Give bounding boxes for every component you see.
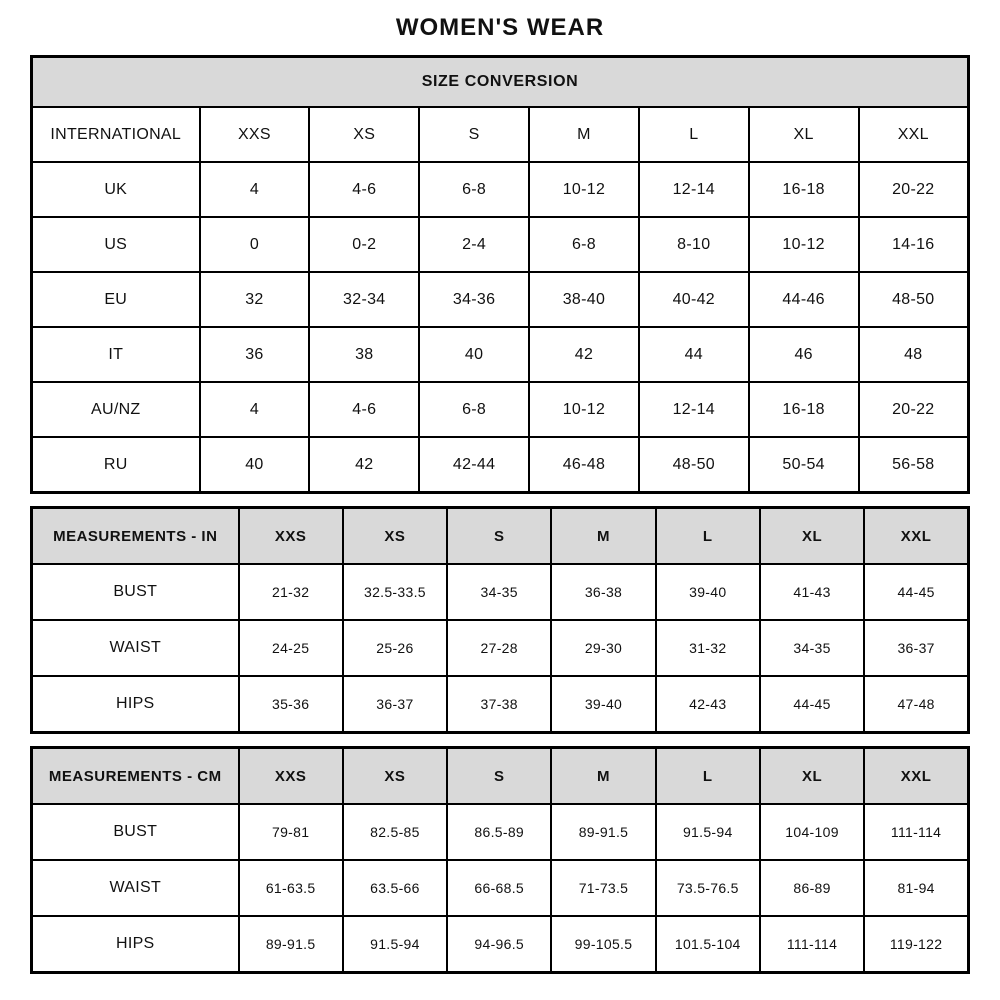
in-size-m: M	[551, 508, 655, 565]
cell-it-xl: 46	[749, 327, 859, 382]
size-conversion-header: SIZE CONVERSION	[32, 57, 969, 108]
cell-ru-xxl: 56-58	[859, 437, 969, 493]
cell-hips-cm-s: 94-96.5	[447, 916, 551, 973]
cm-size-xxl: XXL	[864, 748, 968, 805]
cell-aunz-m: 10-12	[529, 382, 639, 437]
cell-bust-in-l: 39-40	[656, 564, 760, 620]
cell-waist-cm-xs: 63.5-66	[343, 860, 447, 916]
table-row-ru	[32, 437, 969, 493]
table-row-hips-cm	[32, 916, 969, 973]
in-size-xl: XL	[760, 508, 864, 565]
cell-bust-in-xl: 41-43	[760, 564, 864, 620]
cell-bust-cm-xs: 82.5-85	[343, 804, 447, 860]
column-header-m: M	[529, 107, 639, 162]
cell-bust-in-s: 34-35	[447, 564, 551, 620]
cell-waist-in-xxs: 24-25	[239, 620, 343, 676]
in-size-xxl: XXL	[864, 508, 968, 565]
cell-it-m: 42	[529, 327, 639, 382]
cell-waist-cm-xxl: 81-94	[864, 860, 968, 916]
row-label-it: IT	[32, 327, 200, 382]
cell-us-xxs: 0	[200, 217, 310, 272]
cell-ru-s: 42-44	[419, 437, 529, 493]
table-row-hips-in	[32, 676, 969, 733]
cm-size-m: M	[551, 748, 655, 805]
cell-eu-xs: 32-34	[309, 272, 419, 327]
row-label-waist-cm: WAIST	[32, 860, 239, 916]
cell-us-l: 8-10	[639, 217, 749, 272]
cell-hips-in-m: 39-40	[551, 676, 655, 733]
page-title: WOMEN'S WEAR	[395, 14, 605, 41]
size-conversion-table	[30, 55, 970, 494]
measurements-cm-table	[30, 746, 970, 974]
row-label-waist-in: WAIST	[32, 620, 239, 676]
cell-ru-xl: 50-54	[749, 437, 859, 493]
cell-waist-in-xxl: 36-37	[864, 620, 968, 676]
column-header-s: S	[419, 107, 529, 162]
cell-waist-in-xl: 34-35	[760, 620, 864, 676]
table-row-waist-cm	[32, 860, 969, 916]
cm-size-xs: XS	[343, 748, 447, 805]
cell-aunz-l: 12-14	[639, 382, 749, 437]
in-size-l: L	[656, 508, 760, 565]
table-row-us	[32, 217, 969, 272]
cell-aunz-xxs: 4	[200, 382, 310, 437]
cell-eu-xxl: 48-50	[859, 272, 969, 327]
cell-us-xl: 10-12	[749, 217, 859, 272]
cell-waist-cm-s: 66-68.5	[447, 860, 551, 916]
cell-bust-in-xxl: 44-45	[864, 564, 968, 620]
cell-hips-in-xxl: 47-48	[864, 676, 968, 733]
row-label-bust-in: BUST	[32, 564, 239, 620]
row-label-uk: UK	[32, 162, 200, 217]
cell-ru-xxs: 40	[200, 437, 310, 493]
size-chart-page	[30, 0, 970, 974]
cell-hips-in-xl: 44-45	[760, 676, 864, 733]
cm-size-s: S	[447, 748, 551, 805]
cm-size-xl: XL	[760, 748, 864, 805]
cell-it-l: 44	[639, 327, 749, 382]
cell-uk-xxl: 20-22	[859, 162, 969, 217]
cell-uk-xxs: 4	[200, 162, 310, 217]
section-header-row	[32, 57, 969, 108]
column-header-international: INTERNATIONAL	[32, 107, 200, 162]
cell-ru-xs: 42	[309, 437, 419, 493]
cell-hips-in-xxs: 35-36	[239, 676, 343, 733]
cell-us-xxl: 14-16	[859, 217, 969, 272]
table-row-it	[32, 327, 969, 382]
cell-bust-cm-xl: 104-109	[760, 804, 864, 860]
cell-hips-cm-xxl: 119-122	[864, 916, 968, 973]
cell-aunz-xs: 4-6	[309, 382, 419, 437]
cell-waist-cm-xl: 86-89	[760, 860, 864, 916]
cell-hips-in-l: 42-43	[656, 676, 760, 733]
table-row-eu	[32, 272, 969, 327]
column-header-xxs: XXS	[200, 107, 310, 162]
cell-hips-cm-xl: 111-114	[760, 916, 864, 973]
table-row-bust-in	[32, 564, 969, 620]
cell-eu-m: 38-40	[529, 272, 639, 327]
cell-eu-l: 40-42	[639, 272, 749, 327]
cell-bust-cm-l: 91.5-94	[656, 804, 760, 860]
column-header-l: L	[639, 107, 749, 162]
cell-it-xxs: 36	[200, 327, 310, 382]
in-size-xxs: XXS	[239, 508, 343, 565]
cm-size-xxs: XXS	[239, 748, 343, 805]
in-size-s: S	[447, 508, 551, 565]
table-row-waist-in	[32, 620, 969, 676]
cell-us-xs: 0-2	[309, 217, 419, 272]
table-row-bust-cm	[32, 804, 969, 860]
cm-size-l: L	[656, 748, 760, 805]
cell-aunz-xxl: 20-22	[859, 382, 969, 437]
cell-waist-in-l: 31-32	[656, 620, 760, 676]
table-row-aunz	[32, 382, 969, 437]
cell-waist-in-xs: 25-26	[343, 620, 447, 676]
cell-us-m: 6-8	[529, 217, 639, 272]
row-label-hips-cm: HIPS	[32, 916, 239, 973]
row-label-aunz: AU/NZ	[32, 382, 200, 437]
measurements-in-header-row	[32, 508, 969, 565]
cell-eu-xxs: 32	[200, 272, 310, 327]
cell-waist-in-s: 27-28	[447, 620, 551, 676]
cell-hips-cm-xxs: 89-91.5	[239, 916, 343, 973]
cell-waist-cm-l: 73.5-76.5	[656, 860, 760, 916]
cell-bust-in-xxs: 21-32	[239, 564, 343, 620]
column-header-xxl: XXL	[859, 107, 969, 162]
measurements-in-table	[30, 506, 970, 734]
cell-uk-xs: 4-6	[309, 162, 419, 217]
cell-bust-cm-xxs: 79-81	[239, 804, 343, 860]
cell-eu-xl: 44-46	[749, 272, 859, 327]
cell-aunz-s: 6-8	[419, 382, 529, 437]
in-size-xs: XS	[343, 508, 447, 565]
cell-bust-in-xs: 32.5-33.5	[343, 564, 447, 620]
row-label-bust-cm: BUST	[32, 804, 239, 860]
row-label-ru: RU	[32, 437, 200, 493]
cell-uk-m: 10-12	[529, 162, 639, 217]
cell-bust-cm-m: 89-91.5	[551, 804, 655, 860]
cell-bust-cm-s: 86.5-89	[447, 804, 551, 860]
row-label-us: US	[32, 217, 200, 272]
measurements-cm-header: MEASUREMENTS - CM	[32, 748, 239, 805]
column-header-row	[32, 107, 969, 162]
cell-it-xxl: 48	[859, 327, 969, 382]
cell-us-s: 2-4	[419, 217, 529, 272]
cell-bust-in-m: 36-38	[551, 564, 655, 620]
row-label-hips-in: HIPS	[32, 676, 239, 733]
cell-hips-in-xs: 36-37	[343, 676, 447, 733]
measurements-in-header: MEASUREMENTS - IN	[32, 508, 239, 565]
cell-ru-l: 48-50	[639, 437, 749, 493]
cell-it-xs: 38	[309, 327, 419, 382]
cell-waist-cm-m: 71-73.5	[551, 860, 655, 916]
measurements-cm-header-row	[32, 748, 969, 805]
table-row-uk	[32, 162, 969, 217]
cell-eu-s: 34-36	[419, 272, 529, 327]
cell-waist-cm-xxs: 61-63.5	[239, 860, 343, 916]
cell-hips-in-s: 37-38	[447, 676, 551, 733]
cell-ru-m: 46-48	[529, 437, 639, 493]
cell-waist-in-m: 29-30	[551, 620, 655, 676]
column-header-xs: XS	[309, 107, 419, 162]
cell-it-s: 40	[419, 327, 529, 382]
cell-bust-cm-xxl: 111-114	[864, 804, 968, 860]
cell-hips-cm-m: 99-105.5	[551, 916, 655, 973]
cell-hips-cm-l: 101.5-104	[656, 916, 760, 973]
cell-uk-s: 6-8	[419, 162, 529, 217]
column-header-xl: XL	[749, 107, 859, 162]
row-label-eu: EU	[32, 272, 200, 327]
cell-uk-xl: 16-18	[749, 162, 859, 217]
cell-hips-cm-xs: 91.5-94	[343, 916, 447, 973]
cell-uk-l: 12-14	[639, 162, 749, 217]
cell-aunz-xl: 16-18	[749, 382, 859, 437]
